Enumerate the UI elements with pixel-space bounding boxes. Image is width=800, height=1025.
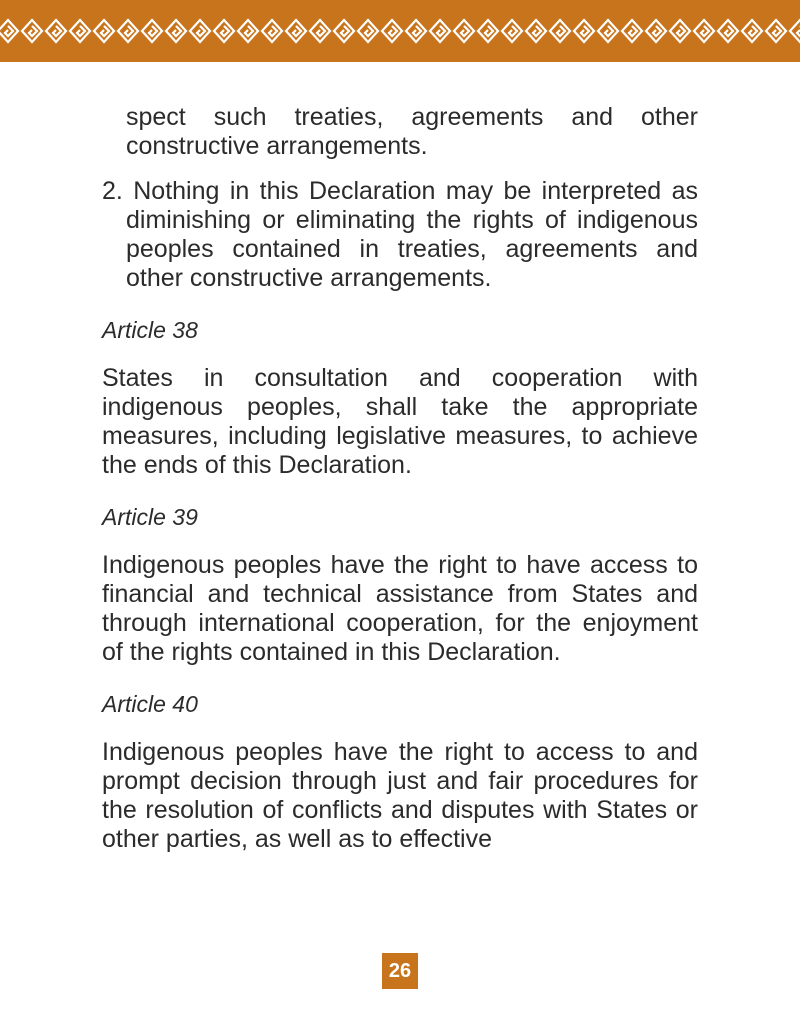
page-number: 26: [382, 953, 418, 989]
page-body: [102, 103, 698, 854]
decorative-header-band: [0, 0, 800, 62]
greek-key-pattern: [0, 17, 800, 45]
article-39-text: Indigenous peoples have the right to have access to financial and technical assistance from States and through international cooperation, for the enjoyment of the rights contained in this Declaration.: [102, 551, 698, 666]
article-40-text: Indigenous peoples have the right to access to and prompt decision through just and fair procedures for the resolution of conflicts and disputes with States or other parties, as well as to effective: [102, 738, 698, 853]
article-40-heading: Article 40: [102, 691, 198, 717]
article-39-heading: Article 39: [102, 504, 198, 530]
continued-paragraph: spect such treaties, agreements and other constructive arrangements.: [126, 103, 698, 160]
list-item-2: 2. Nothing in this Declaration may be interpreted as diminishing or eliminating the rights of indigenous peoples contained in treaties, agreements and other constructive arrangements.: [102, 177, 698, 292]
article-38-heading: Article 38: [102, 317, 198, 343]
article-38-text: States in consultation and cooperation with indigenous peoples, shall take the appropriate measures, including legislative measures, to achieve the ends of this Declaration.: [102, 364, 698, 479]
